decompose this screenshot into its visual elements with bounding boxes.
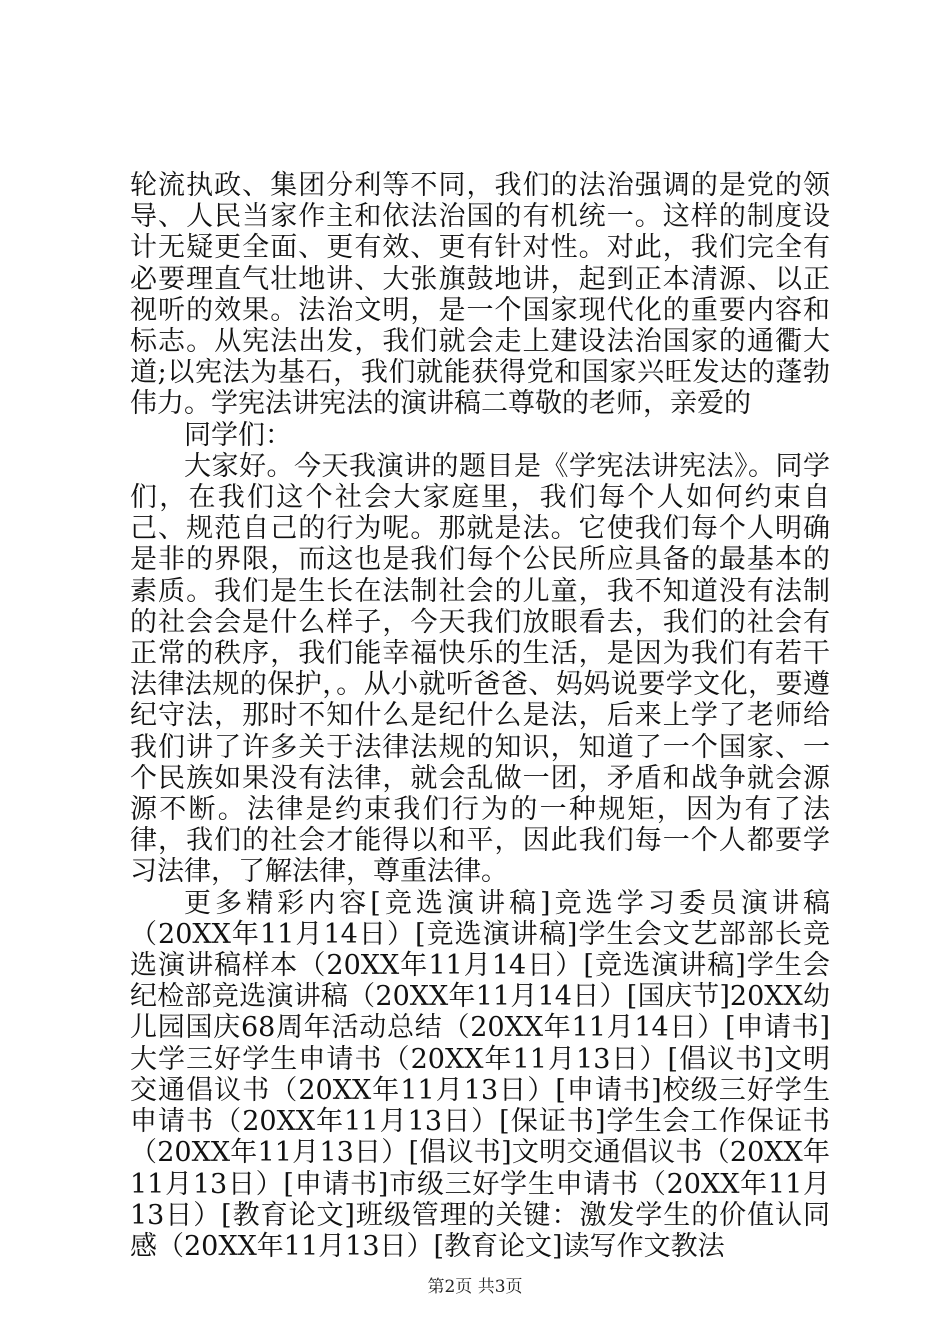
page-number-footer: 第2页 共3页 (427, 1277, 523, 1297)
paragraph-salutation: 同学们： (184, 419, 292, 451)
paragraph-continuation: 轮流执政、集团分利等不同，我们的法治强调的是党的领导、人民当家作主和依法治国的有机统一。这样的制度设计无疑更全面、更有效、更有针对性。对此，我们完全有必要理直气壮地讲、大张旗鼓地讲，起到正本清源、以正视听的效果。法治文明，是一个国家现代化的重要内容和标志。从宪法出发，我们就会走上建设法治国家的通衢大道;以宪法为基石，我们就能获得党和国家兴旺发达的蓬勃伟力。学宪法讲宪法的演讲稿二尊敬的老师，亲爱的 (130, 170, 830, 420)
document-body (130, 170, 830, 1262)
paragraph-more-content: 更多精彩内容[竞选演讲稿]竞选学习委员演讲稿（20XX年11月14日）[竞选演讲稿]学生会文艺部部长竞选演讲稿样本（20XX年11月14日）[竞选演讲稿]学生会纪检部竞选演讲稿（20XX年11月14日）[国庆节]20XX幼儿园国庆68周年活动总结（20XX年11月14日）[申请书]大学三好学生申请书（20XX年11月13日）[倡议书]文明交通倡议书（20XX年11月13日）[申请书]校级三好学生申请书（20XX年11月13日）[保证书]学生会工作保证书（20XX年11月13日）[倡议书]文明交通倡议书（20XX年11月13日）[申请书]市级三好学生申请书（20XX年11月13日）[教育论文]班级管理的关键：激发学生的价值认同感（20XX年11月13日）[教育论文]读写作文教法 (130, 887, 830, 1262)
paragraph-speech: 大家好。今天我演讲的题目是《学宪法讲宪法》。同学们，在我们这个社会大家庭里，我们每个人如何约束自己、规范自己的行为呢。那就是法。它使我们每个人明确是非的界限，而这也是我们每个公民所应具备的最基本的素质。我们是生长在法制社会的儿童，我不知道没有法制的社会会是什么样子，今天我们放眼看去，我们的社会有正常的秩序，我们能幸福快乐的生活，是因为我们有若干法律法规的保护，。从小就听爸爸、妈妈说要学文化，要遵纪守法，那时不知什么是纪什么是法，后来上学了老师给我们讲了许多关于法律法规的知识，知道了一个国家、一个民族如果没有法律，就会乱做一团，矛盾和战争就会源源不断。法律是约束我们行为的一种规矩，因为有了法律，我们的社会才能得以和平，因此我们每一个人都要学习法律，了解法律，尊重法律。 (130, 450, 830, 888)
